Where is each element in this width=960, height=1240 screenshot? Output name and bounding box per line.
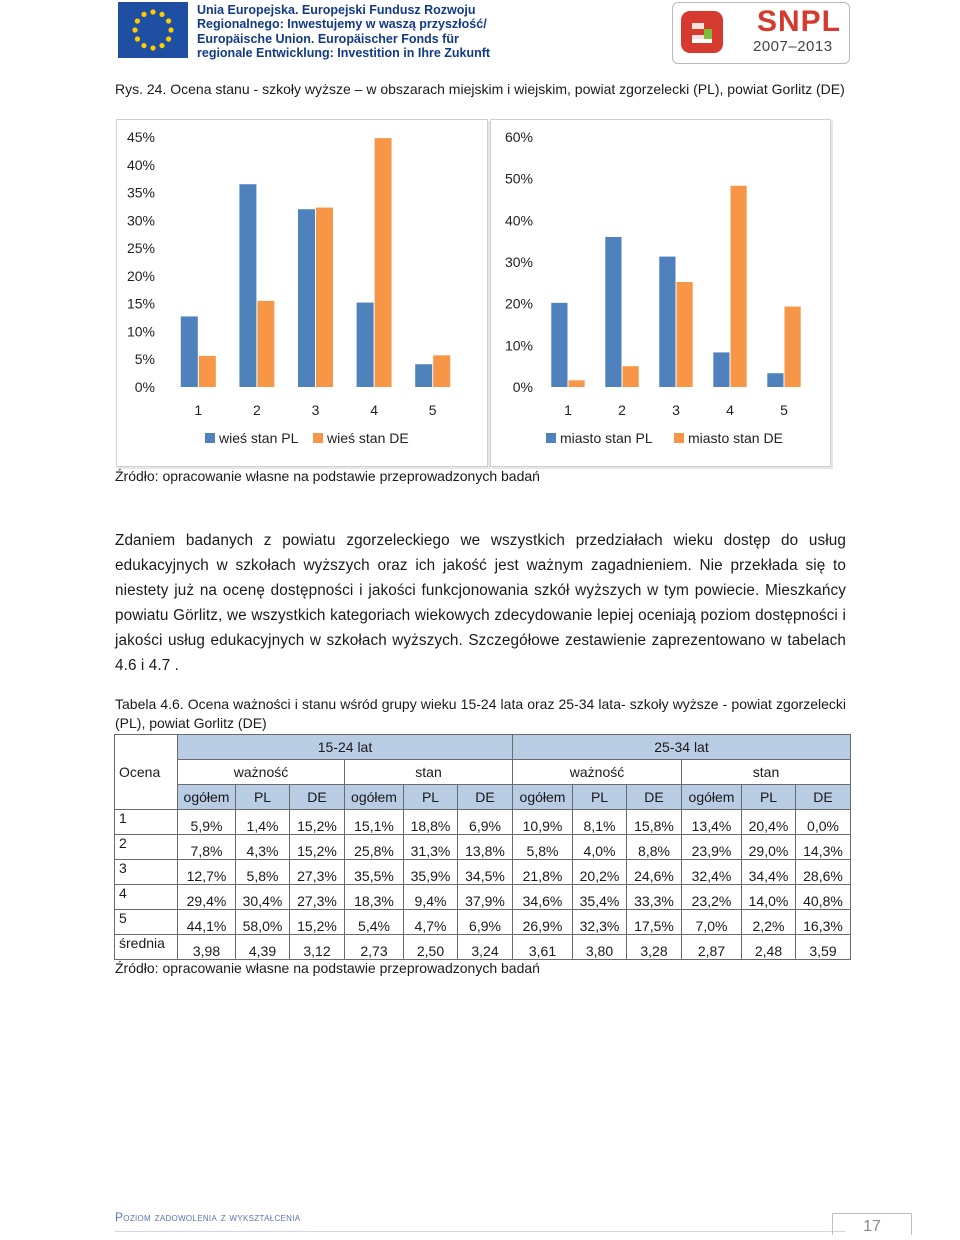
table-cell: 14,3% bbox=[796, 835, 851, 860]
table-cell: 15,8% bbox=[627, 810, 682, 835]
eu-fund-text bbox=[197, 3, 491, 61]
table-cell: 4,3% bbox=[236, 835, 290, 860]
y-tick-label: 25% bbox=[126, 240, 155, 257]
y-tick-label: 0% bbox=[512, 379, 533, 395]
bar bbox=[181, 316, 198, 387]
eu-star-icon bbox=[150, 9, 155, 14]
y-tick-label: 10% bbox=[504, 337, 533, 354]
table-cell: 6,9% bbox=[458, 810, 513, 835]
bar bbox=[415, 364, 432, 387]
eu-star-icon bbox=[141, 12, 146, 17]
bar bbox=[677, 282, 693, 387]
table-cell: 2,50 bbox=[404, 935, 458, 960]
y-tick-label: 60% bbox=[504, 129, 533, 145]
legend-label: miasto stan PL bbox=[560, 430, 653, 446]
y-tick-label: 30% bbox=[126, 212, 155, 229]
bar bbox=[257, 301, 274, 387]
table-cell: 12,7% bbox=[178, 860, 236, 885]
table-cell: 0,0% bbox=[796, 810, 851, 835]
results-table bbox=[114, 734, 851, 960]
table-cell: 15,1% bbox=[345, 810, 404, 835]
table-cell: 35,5% bbox=[345, 860, 404, 885]
table-cell: 33,3% bbox=[627, 885, 682, 910]
column-header: DE bbox=[627, 785, 682, 810]
chart-city bbox=[490, 119, 831, 467]
table-cell: 13,8% bbox=[458, 835, 513, 860]
bar bbox=[357, 303, 374, 387]
table-cell: 40,8% bbox=[796, 885, 851, 910]
x-tick-label: 1 bbox=[194, 402, 203, 418]
eu-star-icon bbox=[135, 18, 140, 23]
table-cell: 5,4% bbox=[345, 910, 404, 935]
table-cell: 5,8% bbox=[236, 860, 290, 885]
y-tick-label: 20% bbox=[504, 295, 533, 312]
table-cell: 15,2% bbox=[290, 910, 345, 935]
column-header: ogółem bbox=[513, 785, 573, 810]
legend-swatch bbox=[205, 433, 215, 443]
table-cell: 34,5% bbox=[458, 860, 513, 885]
table-cell: 27,3% bbox=[290, 885, 345, 910]
table-cell: 2,87 bbox=[682, 935, 742, 960]
x-tick-label: 4 bbox=[370, 402, 378, 418]
table-cell: 30,4% bbox=[236, 885, 290, 910]
table-row bbox=[115, 935, 851, 960]
table-cell: 3,98 bbox=[178, 935, 236, 960]
chart-village-svg bbox=[117, 120, 487, 466]
y-tick-label: 30% bbox=[504, 254, 533, 270]
y-tick-label: 45% bbox=[126, 129, 155, 145]
bar bbox=[375, 138, 392, 387]
table-cell: 28,6% bbox=[796, 860, 851, 885]
figure-caption: Rys. 24. Ocena stanu - szkoły wyższe – w obszarach miejskim i wiejskim, powiat zgorzelecki (PL), powiat Gorlitz (DE) bbox=[115, 81, 845, 97]
body-paragraph: Zdaniem badanych z powiatu zgorzeleckiego we wszystkich przedziałach wieku dostęp do usług edukacyjnych w szkołach wyższych oraz ich jakość jest ważnym zagadnieniem. Nie przekłada się to niestety już na ocenę dostępności i jakości funkcjonowania szkół wyższych w tym powiecie. Mieszkańcy powiatu Görlitz, we wszystkich kategoriach wiekowych zdecydowanie lepiej oceniają poziom dostępności i jakości usług edukacyjnych w szkołach wyższych. Szczegółowe zestawienie zaprezentowano w tabelach 4.6 i 4.7 . bbox=[115, 532, 846, 674]
footer-title bbox=[115, 1210, 300, 1224]
chart-city-svg bbox=[491, 120, 830, 466]
table-cell: 8,1% bbox=[573, 810, 627, 835]
eu-star-icon bbox=[168, 27, 173, 32]
table-cell: 15,2% bbox=[290, 835, 345, 860]
table-row bbox=[115, 885, 851, 910]
table-cell: 8,8% bbox=[627, 835, 682, 860]
x-tick-label: 3 bbox=[672, 402, 680, 418]
y-tick-label: 50% bbox=[504, 170, 533, 187]
table-cell: 23,2% bbox=[682, 885, 742, 910]
row-label: 3 bbox=[115, 860, 178, 885]
column-header: DE bbox=[796, 785, 851, 810]
footer-divider bbox=[115, 1231, 845, 1232]
snpl-emblem-icon bbox=[679, 9, 725, 55]
snpl-name: SNPL bbox=[757, 5, 842, 38]
table-cell: 3,59 bbox=[796, 935, 851, 960]
legend-swatch bbox=[674, 433, 684, 443]
x-tick-label: 3 bbox=[311, 402, 320, 418]
bar bbox=[731, 186, 747, 387]
column-header: ogółem bbox=[345, 785, 404, 810]
table-cell: 24,6% bbox=[627, 860, 682, 885]
table-cell: 18,3% bbox=[345, 885, 404, 910]
x-tick-label: 1 bbox=[564, 402, 572, 418]
figure-source: Źródło: opracowanie własne na podstawie przeprowadzonych badań bbox=[115, 468, 540, 484]
table-cell: 20,2% bbox=[573, 860, 627, 885]
table-cell: 14,0% bbox=[742, 885, 796, 910]
bar bbox=[199, 356, 216, 387]
table-cell: 7,8% bbox=[178, 835, 236, 860]
y-tick-label: 40% bbox=[126, 156, 155, 173]
subgroup-header: stan bbox=[345, 760, 513, 785]
table-cell: 7,0% bbox=[682, 910, 742, 935]
eu-star-icon bbox=[150, 45, 155, 50]
bar bbox=[239, 184, 256, 387]
bar bbox=[785, 307, 801, 387]
subgroup-header: ważność bbox=[178, 760, 345, 785]
x-tick-label: 2 bbox=[253, 402, 261, 418]
eu-star-icon bbox=[159, 43, 164, 48]
table-cell: 25,8% bbox=[345, 835, 404, 860]
age-group-header: 15-24 lat bbox=[178, 735, 513, 760]
row-label: 2 bbox=[115, 835, 178, 860]
eu-star-icon bbox=[141, 43, 146, 48]
table-cell: 2,48 bbox=[742, 935, 796, 960]
eu-star-icon bbox=[166, 18, 171, 23]
column-header: ogółem bbox=[178, 785, 236, 810]
bar bbox=[713, 352, 729, 387]
legend-label: wieś stan DE bbox=[327, 430, 409, 446]
table-source: Źródło: opracowanie własne na podstawie przeprowadzonych badań bbox=[115, 960, 540, 976]
table-cell: 32,4% bbox=[682, 860, 742, 885]
table-cell: 6,9% bbox=[458, 910, 513, 935]
eu-star-icon bbox=[132, 27, 137, 32]
legend-swatch bbox=[313, 433, 323, 443]
y-tick-label: 20% bbox=[126, 267, 155, 284]
x-tick-label: 5 bbox=[428, 402, 437, 418]
snpl-logo bbox=[672, 2, 850, 64]
table-cell: 27,3% bbox=[290, 860, 345, 885]
bar bbox=[623, 366, 639, 387]
table-cell: 21,8% bbox=[513, 860, 573, 885]
row-label: 5 bbox=[115, 910, 178, 935]
legend-label: miasto stan DE bbox=[688, 430, 783, 446]
table-cell: 31,3% bbox=[404, 835, 458, 860]
subgroup-header: ważność bbox=[513, 760, 682, 785]
table-cell: 13,4% bbox=[682, 810, 742, 835]
table-row bbox=[115, 910, 851, 935]
age-group-header: 25-34 lat bbox=[513, 735, 851, 760]
y-tick-label: 10% bbox=[126, 323, 155, 340]
table-row bbox=[115, 860, 851, 885]
table-cell: 4,39 bbox=[236, 935, 290, 960]
eu-text-line: regionale Entwicklung: Investition in Ihre Zukunft bbox=[197, 46, 491, 61]
bar bbox=[767, 373, 783, 387]
bar bbox=[659, 257, 675, 387]
row-label: średnia bbox=[115, 935, 178, 960]
footer-title-text: Poziom zadowolenia z wykształcenia bbox=[115, 1210, 301, 1224]
table-cell: 3,12 bbox=[290, 935, 345, 960]
eu-star-icon bbox=[159, 12, 164, 17]
y-tick-label: 0% bbox=[134, 379, 155, 395]
table-cell: 1,4% bbox=[236, 810, 290, 835]
snpl-years: 2007–2013 bbox=[753, 38, 833, 55]
column-header: ogółem bbox=[682, 785, 742, 810]
table-cell: 29,4% bbox=[178, 885, 236, 910]
table-cell: 34,6% bbox=[513, 885, 573, 910]
bar bbox=[316, 208, 333, 387]
table-row bbox=[115, 835, 851, 860]
x-tick-label: 5 bbox=[780, 402, 788, 418]
column-header: PL bbox=[573, 785, 627, 810]
table-cell: 15,2% bbox=[290, 810, 345, 835]
table-row bbox=[115, 810, 851, 835]
table-cell: 4,7% bbox=[404, 910, 458, 935]
table-cell: 9,4% bbox=[404, 885, 458, 910]
table-cell: 2,2% bbox=[742, 910, 796, 935]
table-cell: 29,0% bbox=[742, 835, 796, 860]
y-tick-label: 5% bbox=[134, 351, 155, 368]
table-cell: 35,9% bbox=[404, 860, 458, 885]
row-label: 4 bbox=[115, 885, 178, 910]
x-tick-label: 2 bbox=[618, 402, 626, 418]
table-cell: 5,9% bbox=[178, 810, 236, 835]
legend-label: wieś stan PL bbox=[219, 430, 299, 446]
table-cell: 3,28 bbox=[627, 935, 682, 960]
column-header: PL bbox=[236, 785, 290, 810]
column-header: PL bbox=[404, 785, 458, 810]
page-number: 17 bbox=[832, 1213, 912, 1235]
column-header: DE bbox=[458, 785, 513, 810]
table-cell: 4,0% bbox=[573, 835, 627, 860]
table-cell: 10,9% bbox=[513, 810, 573, 835]
column-header: DE bbox=[290, 785, 345, 810]
legend-swatch bbox=[546, 433, 556, 443]
table-cell: 37,9% bbox=[458, 885, 513, 910]
row-label: 1 bbox=[115, 810, 178, 835]
table-cell: 3,61 bbox=[513, 935, 573, 960]
bar bbox=[433, 355, 450, 387]
table-cell: 5,8% bbox=[513, 835, 573, 860]
bar bbox=[298, 209, 315, 387]
eu-star-icon bbox=[135, 36, 140, 41]
ocena-header: Ocena bbox=[115, 735, 178, 810]
y-tick-label: 35% bbox=[126, 184, 155, 201]
eu-flag-logo bbox=[118, 2, 188, 58]
y-tick-label: 40% bbox=[504, 212, 533, 229]
table-cell: 34,4% bbox=[742, 860, 796, 885]
table-cell: 58,0% bbox=[236, 910, 290, 935]
table-cell: 20,4% bbox=[742, 810, 796, 835]
table-cell: 2,73 bbox=[345, 935, 404, 960]
table-cell: 3,80 bbox=[573, 935, 627, 960]
table-cell: 17,5% bbox=[627, 910, 682, 935]
eu-text-line: Europäische Union. Europäischer Fonds für bbox=[197, 31, 459, 46]
bar bbox=[569, 380, 585, 387]
table-cell: 44,1% bbox=[178, 910, 236, 935]
table-cell: 35,4% bbox=[573, 885, 627, 910]
chart-village bbox=[116, 119, 488, 467]
bar bbox=[551, 303, 567, 387]
subgroup-header: stan bbox=[682, 760, 851, 785]
eu-text-line: Unia Europejska. Europejski Fundusz Rozwoju bbox=[197, 3, 476, 17]
table-cell: 32,3% bbox=[573, 910, 627, 935]
table-cell: 23,9% bbox=[682, 835, 742, 860]
table-cell: 18,8% bbox=[404, 810, 458, 835]
eu-text-line: Regionalnego: Inwestujemy w waszą przyszłość/ bbox=[197, 17, 487, 32]
y-tick-label: 15% bbox=[126, 295, 155, 312]
bar bbox=[605, 237, 621, 387]
table-cell: 16,3% bbox=[796, 910, 851, 935]
table-caption: Tabela 4.6. Ocena ważności i stanu wśród grupy wieku 15-24 lata oraz 25-34 lata- szkoły wyższe - powiat zgorzelecki (PL), powiat Gorlitz (DE) bbox=[115, 696, 846, 731]
eu-star-icon bbox=[166, 36, 171, 41]
table-cell: 3,24 bbox=[458, 935, 513, 960]
column-header: PL bbox=[742, 785, 796, 810]
x-tick-label: 4 bbox=[726, 402, 734, 418]
table-cell: 26,9% bbox=[513, 910, 573, 935]
